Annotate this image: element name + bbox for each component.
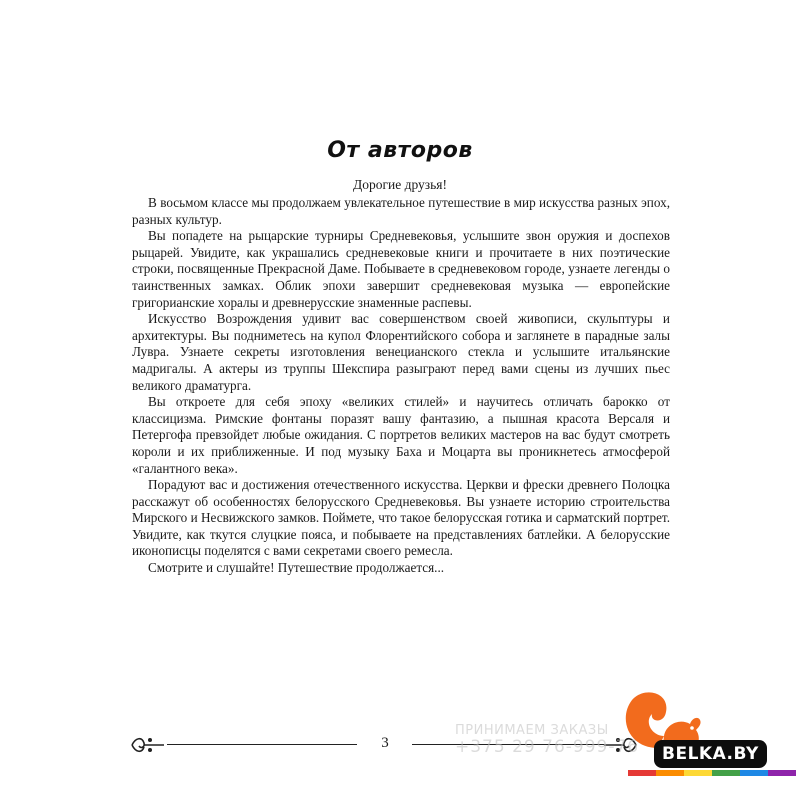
body-text: [132, 195, 670, 577]
paragraph: Смотрите и слушайте! Путешествие продолжается...: [148, 560, 445, 576]
watermark-phone: +375 29 76-999-76: [455, 737, 640, 757]
paragraph: Порадуют вас и достижения отечественного искусства. Церкви и фрески древнего Полоцка расскажут об особенностях белорусского Средневековья. Вы узнаете историю строительства Мирского и Несвижского замков. Поймете, что такое белорусская готика и сарматский портрет. Увидите, как ткутся слуцкие пояса, и побываете на представлениях батлейки. А белорусские иконописцы поделятся с вами секретами своего ремесла.: [132, 477, 670, 559]
footer-rule-left: [167, 744, 357, 745]
greeting: Дорогие друзья!: [353, 177, 447, 192]
page-number: 3: [381, 735, 389, 751]
flourish-left-icon: [130, 733, 166, 757]
watermark-line-1: ПРИНИМАЕМ ЗАКАЗЫ: [455, 723, 609, 738]
page-title: От авторов: [327, 138, 473, 163]
paragraph: Вы откроете для себя эпоху «великих стилей» и научитесь отличать барокко от классицизма. Римские фонтаны поразят вашу фантазию, а пышная красота Версаля и Петергофа превзойдет любые ожидания. С портретов великих мастеров на вас будут смотреть короли и их приближенные. И под музыку Баха и Моцарта вы проникнетесь атмосферой «галантного века».: [132, 394, 670, 476]
paragraph: Искусство Возрождения удивит вас совершенством своей живописи, скульптуры и архитектуры. Вы подниметесь на купол Флорентийского собора и заглянете в парадные залы Лувра. Узнаете секреты изготовления венецианского стекла и услышите итальянские мадригалы. А актеры из труппы Шекспира разыграют перед вами сцены из лучших пьес великого драматурга.: [132, 311, 670, 393]
belka-logo-text: BELKA.BY: [654, 740, 767, 768]
logo-color-strip: [628, 770, 796, 776]
paragraph: Вы попадете на рыцарские турниры Средневековья, услышите звон оружия и доспехов рыцарей. Увидите, как украшались средневековые книги и прочитаете в них поэтические строки, посвященные Прекрасной Даме. Побываете в средневековом городе, узнаете легенды о таинственных замках. Облик эпохи завершит средневековая музыка — европейские григорианские хоралы и древнерусские знаменные распевы.: [132, 228, 670, 310]
paragraph: В восьмом классе мы продолжаем увлекательное путешествие в мир искусства разных эпох, разных культур.: [132, 195, 670, 227]
